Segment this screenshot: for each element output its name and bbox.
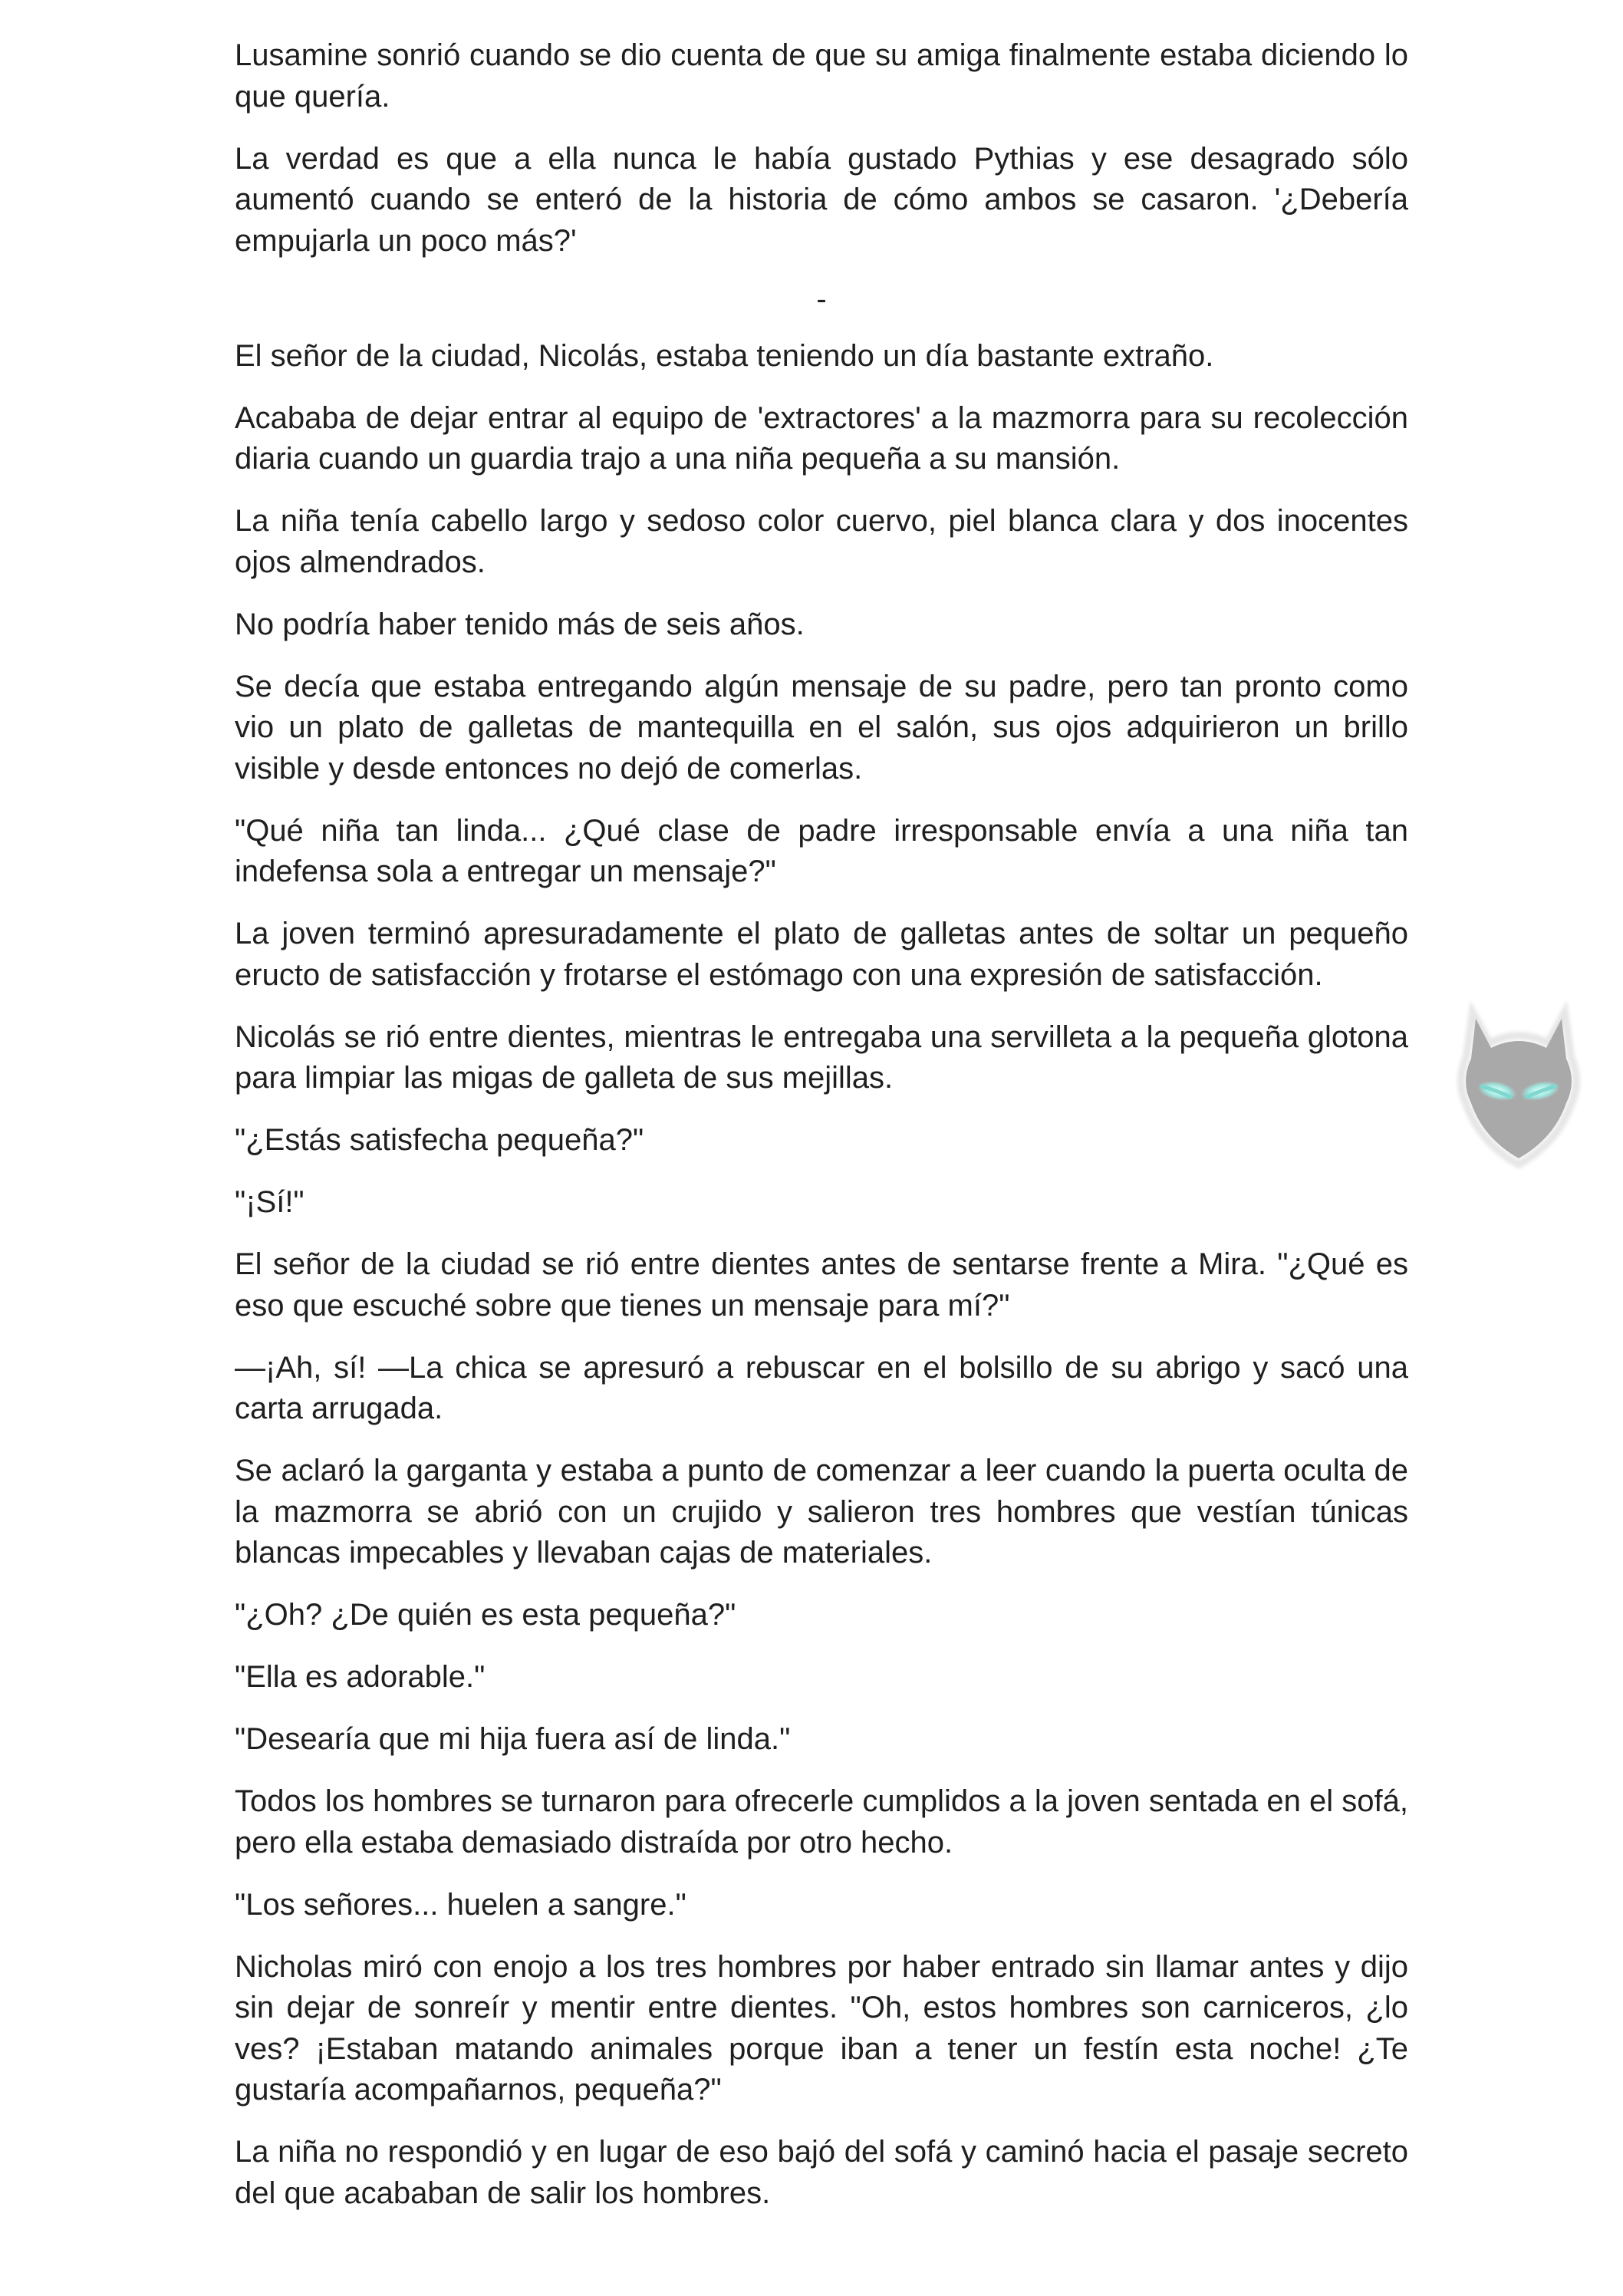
paragraph: Todos los hombres se turnaron para ofrecerle cumplidos a la joven sentada en el sofá, pero ella estaba demasiado distraída por otro hecho. [235,1784,1408,1860]
paragraph: Nicolás se rió entre dientes, mientras le entregaba una servilleta a la pequeña glotona para limpiar las migas de galleta de sus mejillas. [235,1020,1408,1095]
paragraph: La verdad es que a ella nunca le había gustado Pythias y ese desagrado sólo aumentó cuando se enteró de la historia de cómo ambos se casaron. '¿Debería empujarla un poco más?' [235,141,1408,258]
scene-separator: - [816,282,827,316]
paragraph: —¡Ah, sí! —La chica se apresuró a rebuscar en el bolsillo de su abrigo y sacó una carta arrugada. [235,1350,1408,1425]
paragraph: Se aclaró la garganta y estaba a punto de comenzar a leer cuando la puerta oculta de la mazmorra se abrió con un crujido y salieron tres hombres que vestían túnicas blancas impecables y llevaban cajas de materiales. [235,1454,1408,1570]
paragraph: El señor de la ciudad, Nicolás, estaba teniendo un día bastante extraño. [235,338,1214,373]
paragraph: Lusamine sonrió cuando se dio cuenta de que su amiga finalmente estaba diciendo lo que quería. [235,38,1408,114]
paragraph: La niña tenía cabello largo y sedoso color cuervo, piel blanca clara y dos inocentes ojos almendrados. [235,504,1408,579]
paragraph: El señor de la ciudad se rió entre dientes antes de sentarse frente a Mira. "¿Qué es eso que escuché sobre que tienes un mensaje para mí?" [235,1247,1408,1323]
paragraph: Se decía que estaba entregando algún mensaje de su padre, pero tan pronto como vio un plato de galletas de mantequilla en el salón, sus ojos adquirieron un brillo visible y desde entonces no dejó de comerlas. [235,669,1408,786]
paragraph: "¿Oh? ¿De quién es esta pequeña?" [235,1598,736,1632]
paragraph: "¡Sí!" [235,1185,305,1219]
paragraph: "¿Estás satisfecha pequeña?" [235,1123,644,1157]
paragraph: No podría haber tenido más de seis años. [235,607,805,641]
paragraph: "Desearía que mi hija fuera así de linda." [235,1722,791,1756]
devil-head-icon-graphic [1442,997,1595,1174]
paragraph: "Los señores... huelen a sangre." [235,1887,686,1922]
paragraph: "Ella es adorable." [235,1660,486,1694]
paragraph: La joven terminó apresuradamente el plato de galletas antes de soltar un pequeño eructo de satisfacción y frotarse el estómago con una expresión de satisfacción. [235,917,1408,992]
paragraph: Nicholas miró con enojo a los tres hombres por haber entrado sin llamar antes y dijo sin dejar de sonreír y mentir entre dientes. "Oh, estos hombres son carniceros, ¿lo ves? ¡Estaban matando animales porque iban a tener un festín esta noche! ¿Te gustaría acompañarnos, pequeña?" [235,1949,1408,2107]
document-page [235,35,1408,2235]
paragraph: Acababa de dejar entrar al equipo de 'extractores' a la mazmorra para su recolección diaria cuando un guardia trajo a una niña pequeña a su mansión. [235,400,1408,476]
devil-head-icon [1442,997,1595,1174]
paragraph: La niña no respondió y en lugar de eso bajó del sofá y caminó hacia el pasaje secreto del que acababan de salir los hombres. [235,2135,1408,2210]
paragraph: "Qué niña tan linda... ¿Qué clase de padre irresponsable envía a una niña tan indefensa sola a entregar un mensaje?" [235,813,1408,888]
